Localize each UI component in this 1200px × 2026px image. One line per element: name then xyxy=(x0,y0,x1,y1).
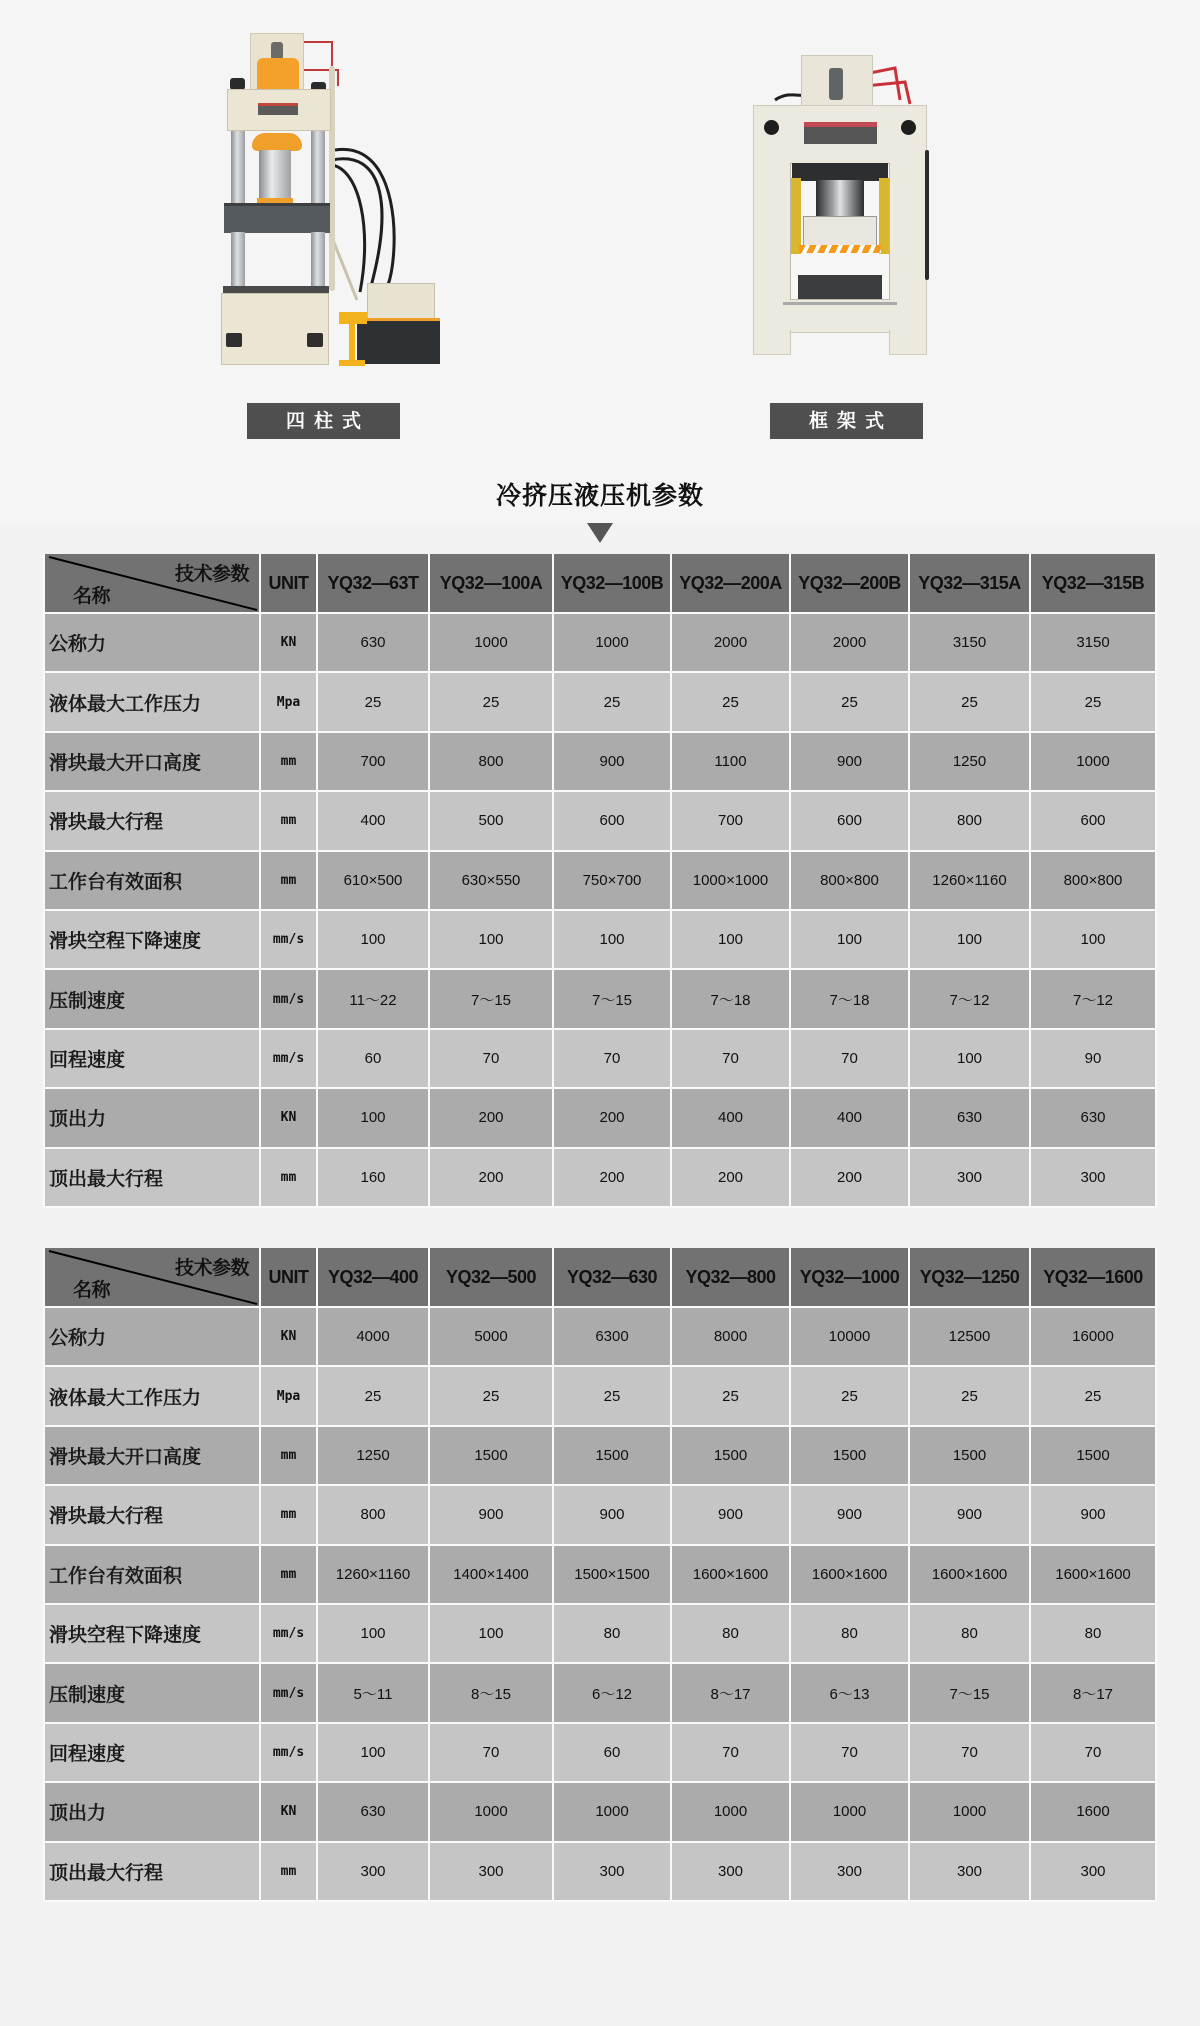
param-name-cell: 压制速度 xyxy=(44,1663,260,1722)
table-row xyxy=(44,732,1156,791)
value-cell: 70 xyxy=(790,1723,909,1782)
table-row xyxy=(44,1485,1156,1544)
value-cell: 1500 xyxy=(671,1426,790,1485)
value-cell: 1000 xyxy=(909,1782,1030,1841)
unit-cell: mm xyxy=(260,1426,317,1485)
value-cell: 630×550 xyxy=(429,851,553,910)
value-cell: 800 xyxy=(909,791,1030,850)
value-cell: 100 xyxy=(429,910,553,969)
value-cell: 7～15 xyxy=(429,969,553,1028)
value-cell: 1400×1400 xyxy=(429,1545,553,1604)
value-cell: 300 xyxy=(671,1842,790,1901)
lifting-hole xyxy=(901,120,916,135)
value-cell: 25 xyxy=(317,1366,429,1425)
param-name-cell: 滑块最大开口高度 xyxy=(44,732,260,791)
value-cell: 70 xyxy=(429,1723,553,1782)
value-cell: 1000 xyxy=(671,1782,790,1841)
param-name-cell: 滑块最大行程 xyxy=(44,791,260,850)
value-cell: 70 xyxy=(553,1029,671,1088)
value-cell: 200 xyxy=(790,1148,909,1207)
value-cell: 900 xyxy=(790,1485,909,1544)
triangle-down-icon xyxy=(587,523,613,543)
value-cell: 300 xyxy=(909,1148,1030,1207)
value-cell: 600 xyxy=(553,791,671,850)
value-cell: 100 xyxy=(1030,910,1156,969)
value-cell: 400 xyxy=(317,791,429,850)
model-header: YQ32—100A xyxy=(429,554,553,613)
param-name-cell: 滑块空程下降速度 xyxy=(44,910,260,969)
value-cell: 1600×1600 xyxy=(1030,1545,1156,1604)
table-row xyxy=(44,1545,1156,1604)
value-cell: 100 xyxy=(317,1088,429,1147)
unit-cell: mm/s xyxy=(260,1723,317,1782)
unit-cell: mm xyxy=(260,1545,317,1604)
param-name-cell: 液体最大工作压力 xyxy=(44,1366,260,1425)
value-cell: 1000 xyxy=(1030,732,1156,791)
guide-rail xyxy=(791,178,801,254)
table-header-row xyxy=(44,1248,1156,1307)
value-cell: 900 xyxy=(553,732,671,791)
value-cell: 200 xyxy=(671,1148,790,1207)
model-header: YQ32—630 xyxy=(553,1248,671,1307)
model-header: YQ32—63T xyxy=(317,554,429,613)
table-row xyxy=(44,1426,1156,1485)
unit-cell: KN xyxy=(260,613,317,672)
value-cell: 800×800 xyxy=(1030,851,1156,910)
table-row xyxy=(44,1366,1156,1425)
valve xyxy=(829,68,843,100)
value-cell: 400 xyxy=(671,1088,790,1147)
value-cell: 7～18 xyxy=(671,969,790,1028)
param-name-cell: 顶出最大行程 xyxy=(44,1842,260,1901)
value-cell: 25 xyxy=(317,672,429,731)
value-cell: 400 xyxy=(790,1088,909,1147)
unit-cell: mm/s xyxy=(260,1604,317,1663)
frame-type-label: 框架式 xyxy=(770,403,923,439)
table-row xyxy=(44,1723,1156,1782)
table-row xyxy=(44,1842,1156,1901)
value-cell: 60 xyxy=(553,1723,671,1782)
table-row xyxy=(44,1029,1156,1088)
param-name-cell: 工作台有效面积 xyxy=(44,1545,260,1604)
unit-cell: mm xyxy=(260,1148,317,1207)
model-header: YQ32—100B xyxy=(553,554,671,613)
value-cell: 1000×1000 xyxy=(671,851,790,910)
value-cell: 300 xyxy=(1030,1148,1156,1207)
table-row xyxy=(44,851,1156,910)
table-row xyxy=(44,1663,1156,1722)
table-row xyxy=(44,1088,1156,1147)
value-cell: 60 xyxy=(317,1029,429,1088)
value-cell: 1500 xyxy=(790,1426,909,1485)
table-row xyxy=(44,1604,1156,1663)
value-cell: 100 xyxy=(671,910,790,969)
model-header: YQ32—400 xyxy=(317,1248,429,1307)
nameplate xyxy=(804,122,877,144)
param-name-cell: 顶出最大行程 xyxy=(44,1148,260,1207)
value-cell: 80 xyxy=(1030,1604,1156,1663)
value-cell: 10000 xyxy=(790,1307,909,1366)
value-cell: 600 xyxy=(790,791,909,850)
value-cell: 1500 xyxy=(1030,1426,1156,1485)
warning-stripe xyxy=(799,245,881,253)
table-row xyxy=(44,791,1156,850)
value-cell: 1500 xyxy=(429,1426,553,1485)
param-name-cell: 滑块空程下降速度 xyxy=(44,1604,260,1663)
value-cell: 200 xyxy=(553,1148,671,1207)
value-cell: 7～15 xyxy=(553,969,671,1028)
value-cell: 900 xyxy=(1030,1485,1156,1544)
unit-cell: mm xyxy=(260,851,317,910)
value-cell: 750×700 xyxy=(553,851,671,910)
value-cell: 1100 xyxy=(671,732,790,791)
value-cell: 100 xyxy=(909,910,1030,969)
value-cell: 12500 xyxy=(909,1307,1030,1366)
value-cell: 25 xyxy=(909,672,1030,731)
value-cell: 25 xyxy=(429,672,553,731)
value-cell: 160 xyxy=(317,1148,429,1207)
value-cell: 630 xyxy=(909,1088,1030,1147)
param-name-cell: 公称力 xyxy=(44,1307,260,1366)
cylinder-flange xyxy=(792,163,888,181)
frame-leg xyxy=(889,330,927,355)
unit-cell: mm/s xyxy=(260,910,317,969)
value-cell: 8～17 xyxy=(1030,1663,1156,1722)
param-name-cell: 滑块最大开口高度 xyxy=(44,1426,260,1485)
cable xyxy=(925,150,929,280)
value-cell: 610×500 xyxy=(317,851,429,910)
value-cell: 70 xyxy=(671,1029,790,1088)
value-cell: 700 xyxy=(317,732,429,791)
value-cell: 70 xyxy=(671,1723,790,1782)
param-name-cell: 压制速度 xyxy=(44,969,260,1028)
value-cell: 1600 xyxy=(1030,1782,1156,1841)
table-row xyxy=(44,1782,1156,1841)
unit-cell: Mpa xyxy=(260,672,317,731)
value-cell: 8～15 xyxy=(429,1663,553,1722)
value-cell: 1600×1600 xyxy=(790,1545,909,1604)
param-name-cell: 回程速度 xyxy=(44,1723,260,1782)
spec-table-2 xyxy=(43,1248,1157,1902)
unit-cell: mm/s xyxy=(260,969,317,1028)
value-cell: 1260×1160 xyxy=(317,1545,429,1604)
value-cell: 700 xyxy=(671,791,790,850)
value-cell: 100 xyxy=(553,910,671,969)
value-cell: 25 xyxy=(553,1366,671,1425)
value-cell: 7～12 xyxy=(1030,969,1156,1028)
table-row xyxy=(44,1148,1156,1207)
value-cell: 25 xyxy=(1030,1366,1156,1425)
param-name-cell: 顶出力 xyxy=(44,1088,260,1147)
model-header: YQ32—1250 xyxy=(909,1248,1030,1307)
value-cell: 200 xyxy=(429,1148,553,1207)
value-cell: 1250 xyxy=(317,1426,429,1485)
value-cell: 600 xyxy=(1030,791,1156,850)
value-cell: 25 xyxy=(671,672,790,731)
value-cell: 70 xyxy=(909,1723,1030,1782)
value-cell: 1000 xyxy=(429,1782,553,1841)
unit-cell: Mpa xyxy=(260,1366,317,1425)
model-header: YQ32—315B xyxy=(1030,554,1156,613)
value-cell: 8000 xyxy=(671,1307,790,1366)
corner-name-label: 名称 xyxy=(73,1280,111,1301)
model-header: YQ32—315A xyxy=(909,554,1030,613)
value-cell: 5000 xyxy=(429,1307,553,1366)
unit-cell: KN xyxy=(260,1307,317,1366)
value-cell: 1500 xyxy=(909,1426,1030,1485)
corner-name-label: 名称 xyxy=(73,586,111,607)
safety-rail xyxy=(783,302,897,305)
value-cell: 25 xyxy=(790,672,909,731)
corner-header-cell xyxy=(44,1248,260,1307)
value-cell: 3150 xyxy=(1030,613,1156,672)
value-cell: 100 xyxy=(909,1029,1030,1088)
value-cell: 7～18 xyxy=(790,969,909,1028)
unit-cell: KN xyxy=(260,1088,317,1147)
value-cell: 800×800 xyxy=(790,851,909,910)
value-cell: 100 xyxy=(317,1604,429,1663)
model-header: YQ32—800 xyxy=(671,1248,790,1307)
value-cell: 800 xyxy=(317,1485,429,1544)
four-column-type-label: 四柱式 xyxy=(247,403,400,439)
value-cell: 2000 xyxy=(671,613,790,672)
value-cell: 6～13 xyxy=(790,1663,909,1722)
value-cell: 300 xyxy=(1030,1842,1156,1901)
param-name-cell: 液体最大工作压力 xyxy=(44,672,260,731)
value-cell: 80 xyxy=(790,1604,909,1663)
value-cell: 1600×1600 xyxy=(671,1545,790,1604)
value-cell: 630 xyxy=(317,613,429,672)
guide-rail xyxy=(879,178,889,254)
param-name-cell: 滑块最大行程 xyxy=(44,1485,260,1544)
param-name-cell: 工作台有效面积 xyxy=(44,851,260,910)
value-cell: 2000 xyxy=(790,613,909,672)
model-header: YQ32—500 xyxy=(429,1248,553,1307)
value-cell: 3150 xyxy=(909,613,1030,672)
value-cell: 80 xyxy=(671,1604,790,1663)
value-cell: 1260×1160 xyxy=(909,851,1030,910)
value-cell: 8～17 xyxy=(671,1663,790,1722)
value-cell: 5～11 xyxy=(317,1663,429,1722)
frame-leg xyxy=(753,330,791,355)
unit-cell: mm xyxy=(260,732,317,791)
work-table xyxy=(798,275,882,299)
value-cell: 70 xyxy=(1030,1723,1156,1782)
value-cell: 1000 xyxy=(790,1782,909,1841)
unit-cell: KN xyxy=(260,1782,317,1841)
value-cell: 900 xyxy=(671,1485,790,1544)
unit-cell: mm/s xyxy=(260,1029,317,1088)
unit-header: UNIT xyxy=(260,1248,317,1307)
value-cell: 25 xyxy=(1030,672,1156,731)
value-cell: 1000 xyxy=(553,1782,671,1841)
value-cell: 500 xyxy=(429,791,553,850)
table-row xyxy=(44,969,1156,1028)
unit-cell: mm xyxy=(260,1485,317,1544)
value-cell: 200 xyxy=(429,1088,553,1147)
value-cell: 1500×1500 xyxy=(553,1545,671,1604)
value-cell: 900 xyxy=(429,1485,553,1544)
value-cell: 25 xyxy=(553,672,671,731)
value-cell: 25 xyxy=(671,1366,790,1425)
value-cell: 25 xyxy=(909,1366,1030,1425)
param-name-cell: 回程速度 xyxy=(44,1029,260,1088)
value-cell: 900 xyxy=(553,1485,671,1544)
value-cell: 900 xyxy=(790,732,909,791)
value-cell: 25 xyxy=(429,1366,553,1425)
value-cell: 1600×1600 xyxy=(909,1545,1030,1604)
value-cell: 25 xyxy=(790,1366,909,1425)
model-header: YQ32—1000 xyxy=(790,1248,909,1307)
model-header: YQ32—200A xyxy=(671,554,790,613)
value-cell: 630 xyxy=(317,1782,429,1841)
section-title: 冷挤压液压机参数 xyxy=(495,481,704,510)
corner-tech-params-label: 技术参数 xyxy=(174,1258,249,1279)
value-cell: 1250 xyxy=(909,732,1030,791)
value-cell: 100 xyxy=(429,1604,553,1663)
value-cell: 300 xyxy=(553,1842,671,1901)
value-cell: 80 xyxy=(553,1604,671,1663)
spec-table-1 xyxy=(43,554,1157,1208)
table-body xyxy=(44,613,1156,1207)
corner-header-cell xyxy=(44,554,260,613)
value-cell: 1000 xyxy=(553,613,671,672)
value-cell: 900 xyxy=(909,1485,1030,1544)
table-row xyxy=(44,613,1156,672)
value-cell: 6～12 xyxy=(553,1663,671,1722)
value-cell: 90 xyxy=(1030,1029,1156,1088)
value-cell: 70 xyxy=(790,1029,909,1088)
value-cell: 11～22 xyxy=(317,969,429,1028)
value-cell: 6300 xyxy=(553,1307,671,1366)
value-cell: 200 xyxy=(553,1088,671,1147)
value-cell: 1000 xyxy=(429,613,553,672)
main-cylinder xyxy=(816,180,864,216)
value-cell: 100 xyxy=(317,1723,429,1782)
value-cell: 300 xyxy=(317,1842,429,1901)
value-cell: 300 xyxy=(909,1842,1030,1901)
table-header-row xyxy=(44,554,1156,613)
value-cell: 70 xyxy=(429,1029,553,1088)
corner-tech-params-label: 技术参数 xyxy=(174,564,249,585)
value-cell: 7～15 xyxy=(909,1663,1030,1722)
value-cell: 1500 xyxy=(553,1426,671,1485)
unit-cell: mm xyxy=(260,1842,317,1901)
value-cell: 300 xyxy=(790,1842,909,1901)
table-row xyxy=(44,910,1156,969)
model-header: YQ32—1600 xyxy=(1030,1248,1156,1307)
value-cell: 80 xyxy=(909,1604,1030,1663)
unit-header: UNIT xyxy=(260,554,317,613)
table-body xyxy=(44,1307,1156,1901)
value-cell: 100 xyxy=(317,910,429,969)
unit-cell: mm/s xyxy=(260,1663,317,1722)
value-cell: 300 xyxy=(429,1842,553,1901)
lifting-hole xyxy=(764,120,779,135)
value-cell: 4000 xyxy=(317,1307,429,1366)
param-name-cell: 顶出力 xyxy=(44,1782,260,1841)
value-cell: 16000 xyxy=(1030,1307,1156,1366)
model-header: YQ32—200B xyxy=(790,554,909,613)
slide-block xyxy=(803,216,877,246)
value-cell: 7～12 xyxy=(909,969,1030,1028)
value-cell: 800 xyxy=(429,732,553,791)
value-cell: 100 xyxy=(790,910,909,969)
param-name-cell: 公称力 xyxy=(44,613,260,672)
value-cell: 630 xyxy=(1030,1088,1156,1147)
unit-cell: mm xyxy=(260,791,317,850)
table-row xyxy=(44,1307,1156,1366)
table-row xyxy=(44,672,1156,731)
